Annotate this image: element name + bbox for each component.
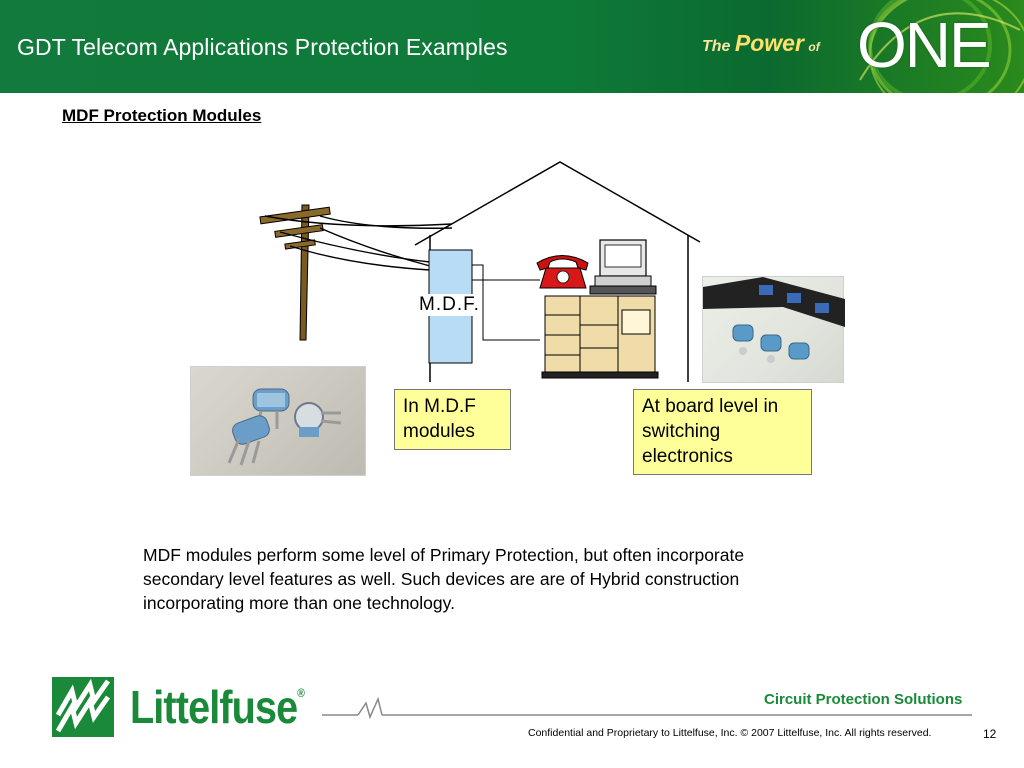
gdt-component-icon bbox=[191, 367, 367, 477]
tagline-one: ONE bbox=[857, 9, 990, 81]
littelfuse-logo-icon bbox=[52, 677, 114, 737]
registered-mark: ® bbox=[297, 686, 304, 700]
board-component-icon bbox=[703, 277, 845, 384]
callout-board-level bbox=[633, 389, 812, 475]
logo-text: Littelfuse bbox=[130, 681, 298, 733]
callout-board-line3: electronics bbox=[642, 446, 733, 467]
body-line3: incorporating more than one technology. bbox=[143, 593, 455, 613]
mdf-connections bbox=[472, 265, 540, 340]
computer-icon bbox=[590, 240, 656, 294]
tagline-the: The bbox=[702, 38, 731, 55]
slide-title: GDT Telecom Applications Protection Examples bbox=[17, 34, 508, 60]
body-line2: secondary level features as well. Such devices are are of Hybrid construction bbox=[143, 569, 740, 589]
gdt-components-photo bbox=[190, 366, 366, 476]
confidential-notice: Confidential and Proprietary to Littelfuse, Inc. © 2007 Littelfuse, Inc. All rights reserved. bbox=[528, 727, 932, 739]
callout-board-line1: At board level in bbox=[642, 396, 779, 417]
body-paragraph bbox=[143, 543, 843, 615]
telephone-icon bbox=[537, 256, 588, 289]
tagline-power: Power bbox=[734, 30, 804, 56]
callout-board-line2: switching bbox=[642, 421, 721, 442]
switching-rack-icon bbox=[542, 296, 658, 378]
callout-mdf-line2: modules bbox=[403, 421, 475, 442]
utility-pole-icon bbox=[260, 205, 330, 340]
mdf-label: M.D.F. bbox=[419, 294, 480, 315]
body-line1: MDF modules perform some level of Primary Protection, but often incorporate bbox=[143, 545, 745, 565]
page-number: 12 bbox=[983, 727, 997, 741]
littelfuse-wordmark bbox=[130, 680, 304, 734]
header-bar bbox=[0, 0, 1024, 93]
board-components-photo bbox=[702, 276, 844, 383]
circuit-protection-solutions: Circuit Protection Solutions bbox=[764, 691, 963, 708]
mdf-diagram bbox=[190, 150, 710, 390]
tagline-of: of bbox=[808, 40, 820, 54]
tagline bbox=[702, 30, 820, 57]
section-title: MDF Protection Modules bbox=[62, 106, 262, 125]
callout-mdf-modules bbox=[394, 389, 511, 450]
callout-mdf-line1: In M.D.F bbox=[403, 396, 476, 417]
